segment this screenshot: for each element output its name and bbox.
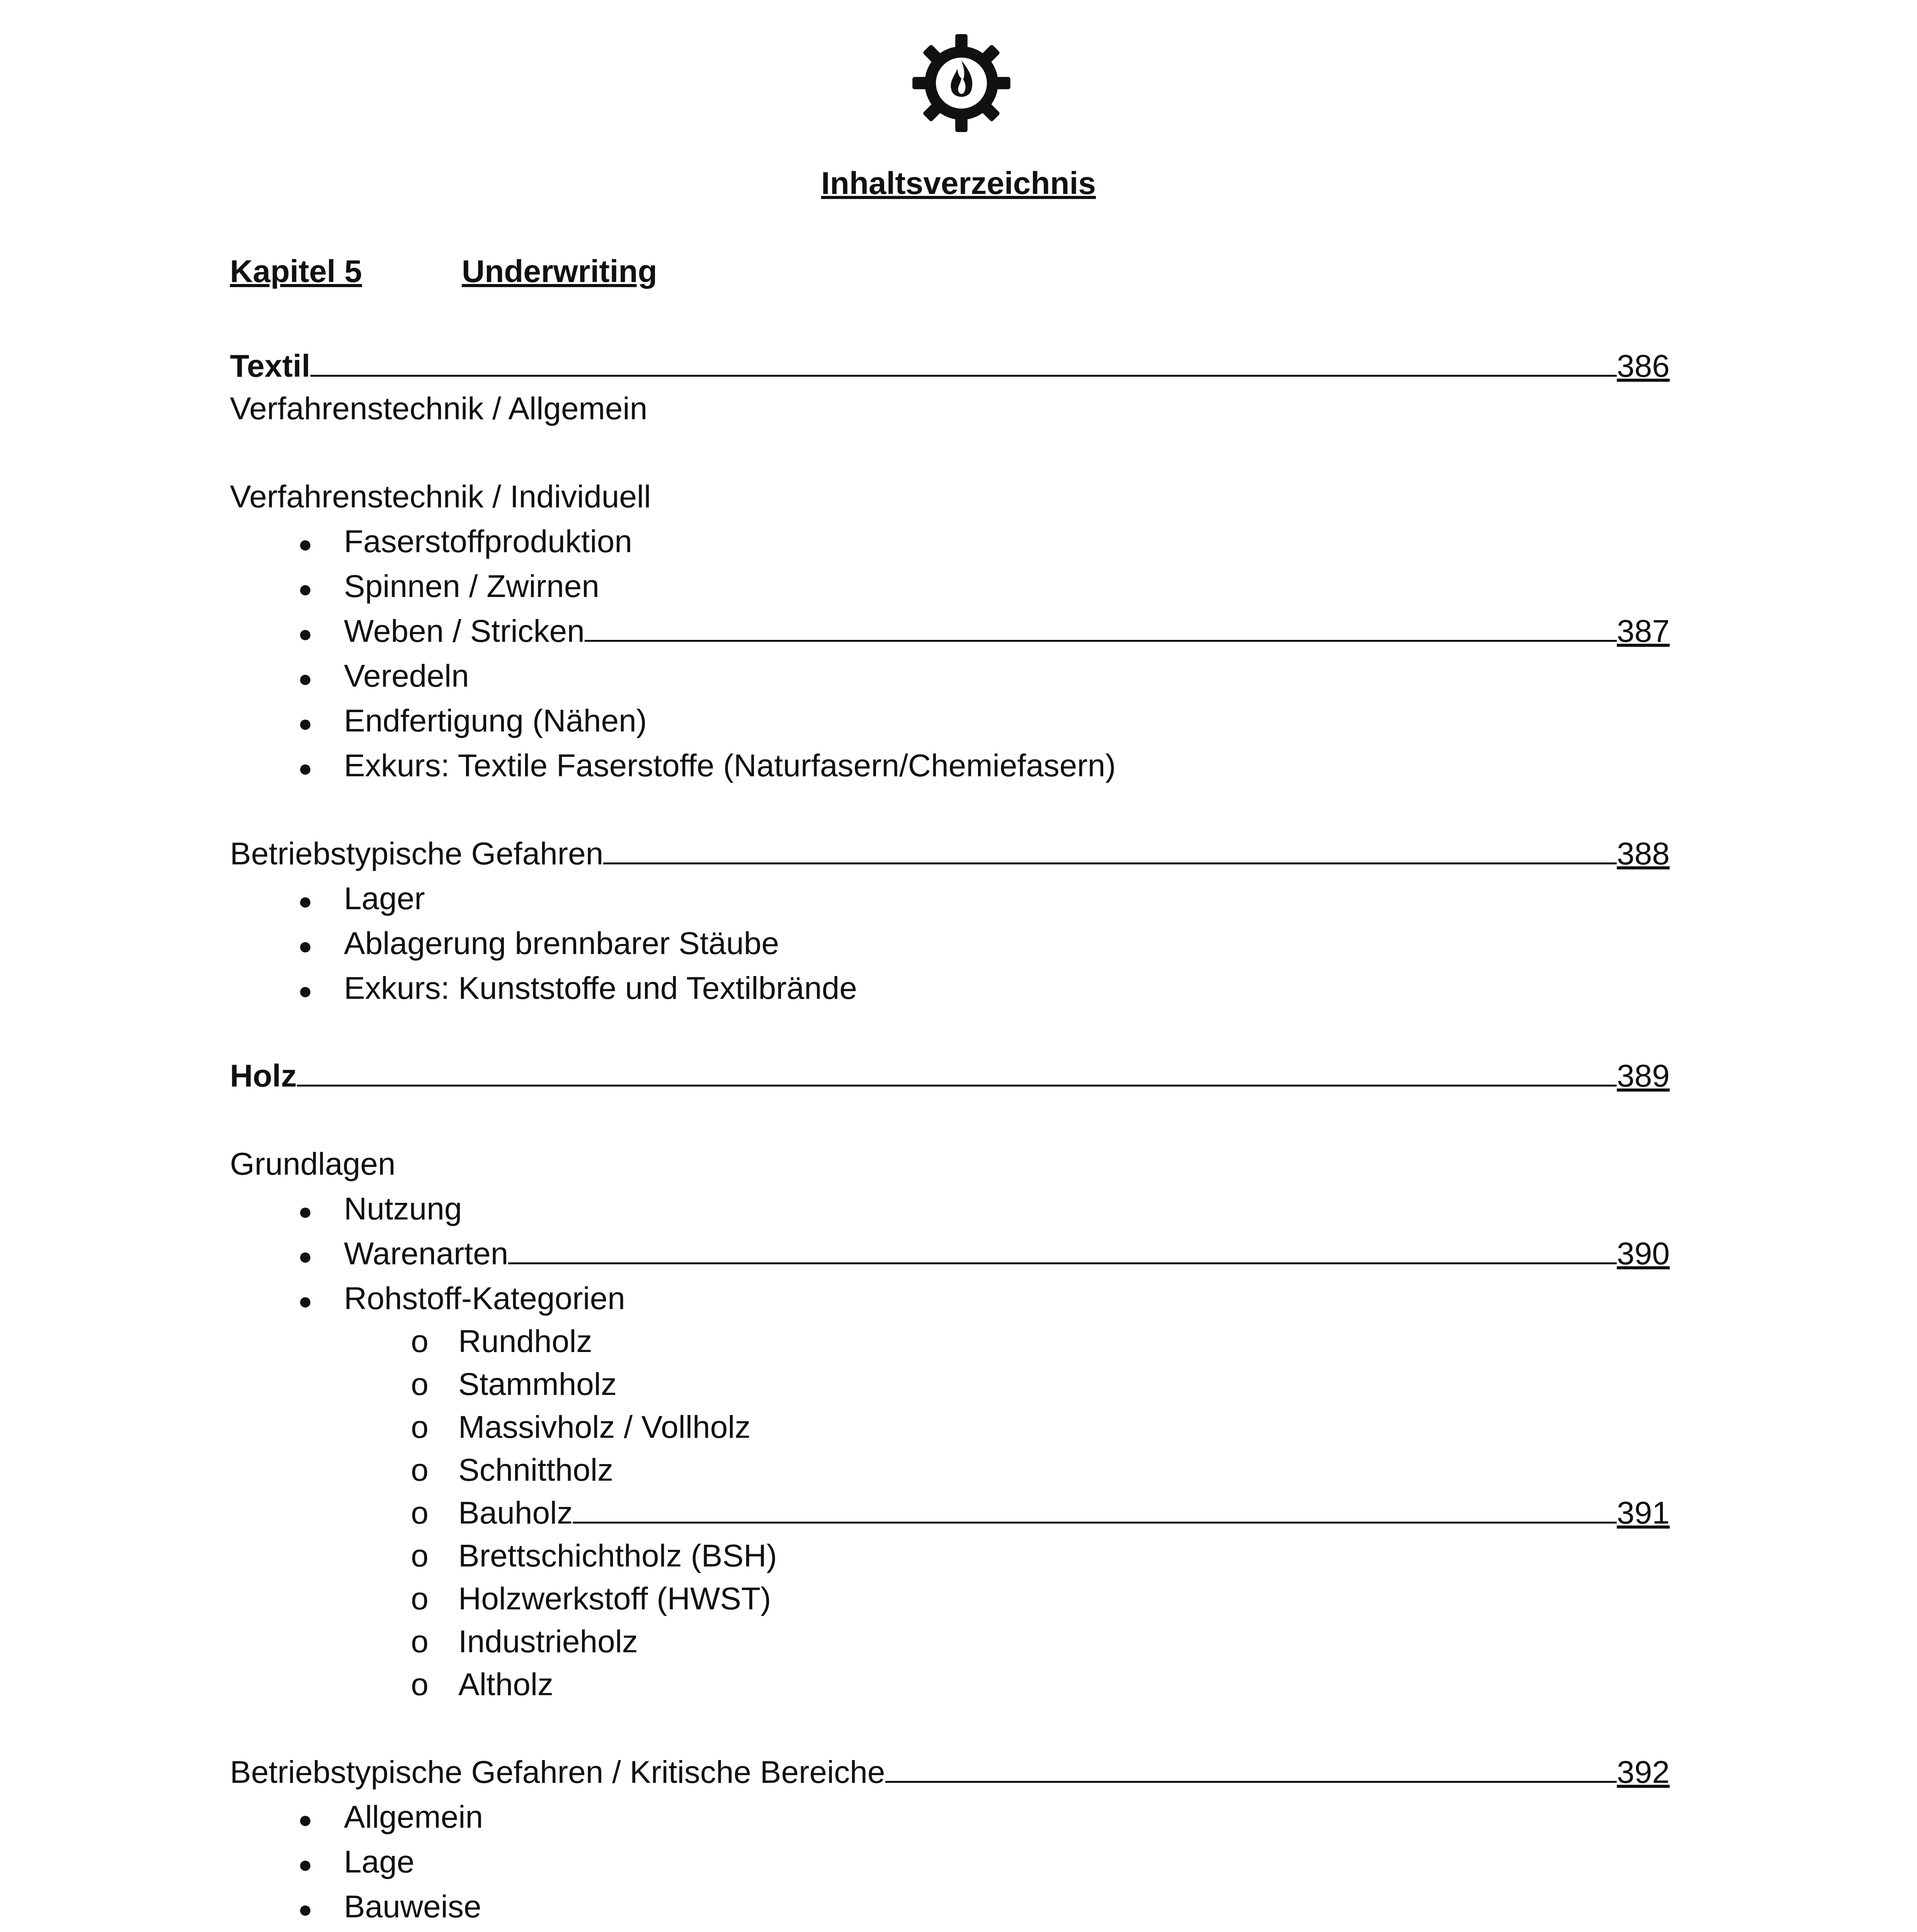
bullet-icon: [290, 745, 321, 790]
chapter-heading: [230, 250, 657, 293]
chapter-name: Underwriting: [462, 254, 657, 289]
toc-entry-label: Holzwerkstoff (HWST): [458, 1581, 771, 1616]
bullet-icon: [290, 655, 321, 700]
toc-entry: [458, 1320, 1670, 1363]
toc-entry-label: Spinnen / Zwirnen: [344, 569, 599, 604]
toc-entry-label: Nutzung: [344, 1191, 462, 1226]
toc-entry: [458, 1535, 1670, 1577]
toc-entry-label: Veredeln: [344, 658, 469, 694]
bullet-icon: [290, 1886, 321, 1931]
toc-entry: [344, 610, 1670, 653]
toc-entry-label: Endfertigung (Nähen): [344, 703, 647, 738]
toc-page-number: 390: [1617, 1236, 1670, 1271]
bullet-icon: [290, 1188, 321, 1233]
toc-page-number: 389: [1617, 1058, 1670, 1094]
toc-entry-label: Industrieholz: [458, 1624, 638, 1659]
toc-entry: [344, 1930, 1670, 1932]
circle-bullet-icon: [404, 1406, 435, 1449]
toc-entry: [344, 967, 1670, 1010]
circle-bullet-icon: [404, 1621, 435, 1663]
toc-entry: [458, 1449, 1670, 1492]
leader-line: [573, 1522, 1617, 1524]
toc-entry: [230, 833, 1670, 875]
toc-entry-label: Ablagerung brennbarer Stäube: [344, 926, 779, 961]
bullet-icon: [290, 1796, 321, 1841]
toc-entry-label: Schnittholz: [458, 1452, 614, 1488]
toc-entry-label: Verfahrenstechnik / Allgemein: [230, 391, 648, 426]
bullet-icon: [290, 610, 321, 655]
gear-flame-logo-icon: [910, 32, 1012, 134]
toc-entry: [344, 922, 1670, 965]
toc-entry: [230, 1055, 1670, 1097]
toc-entry-label: Brettschichtholz (BSH): [458, 1538, 777, 1573]
leader-line: [297, 1085, 1617, 1087]
toc-page-number: 391: [1617, 1495, 1670, 1531]
toc-entry-label: Rundholz: [458, 1324, 592, 1359]
toc-entry: [230, 345, 1670, 388]
circle-bullet-icon: [404, 1320, 435, 1363]
bullet-icon: [290, 1930, 321, 1932]
toc-entry: [344, 1277, 1670, 1320]
toc-entry: [458, 1621, 1670, 1663]
toc-entry-label: Bauholz: [458, 1495, 573, 1531]
toc-entry-label: Altholz: [458, 1667, 554, 1702]
circle-bullet-icon: [404, 1578, 435, 1620]
toc-entry-label: Exkurs: Textile Faserstoffe (Naturfasern/Chemiefasern): [344, 748, 1116, 783]
toc-entry: [344, 655, 1670, 697]
chapter-number: Kapitel 5: [230, 254, 362, 289]
document-title: Inhaltsverzeichnis: [821, 166, 1096, 201]
toc-page-number: 388: [1617, 836, 1670, 871]
toc-entry-label: Lager: [344, 881, 425, 916]
bullet-icon: [290, 922, 321, 968]
toc-page-number: 387: [1617, 614, 1670, 649]
toc-entry: [230, 476, 1670, 518]
leader-line: [585, 640, 1617, 642]
bullet-icon: [290, 1277, 321, 1323]
toc-entry-label: Grundlagen: [230, 1146, 396, 1182]
toc-entry: [230, 1143, 1670, 1185]
toc-entry-label: Stammholz: [458, 1367, 617, 1402]
toc-page-number: 386: [1617, 349, 1670, 384]
toc-entry-label: Massivholz / Vollholz: [458, 1410, 751, 1445]
bullet-icon: [290, 700, 321, 745]
toc-entry: [458, 1363, 1670, 1406]
circle-bullet-icon: [404, 1492, 435, 1534]
toc-entry: [458, 1492, 1670, 1534]
circle-bullet-icon: [404, 1363, 435, 1406]
bullet-icon: [290, 520, 321, 566]
toc-entry: [344, 878, 1670, 920]
toc-entry: [458, 1578, 1670, 1620]
toc-entry: [344, 700, 1670, 742]
toc-entry: [344, 520, 1670, 563]
toc-entry: [458, 1406, 1670, 1449]
toc-entry: [458, 1663, 1670, 1706]
toc-entry-label: Lage: [344, 1844, 415, 1879]
bullet-icon: [290, 565, 321, 611]
toc-entry: [344, 1886, 1670, 1928]
toc-entry-label: Allgemein: [344, 1799, 483, 1835]
toc-entry: [230, 1751, 1670, 1794]
leader-line: [885, 1781, 1617, 1783]
toc-entry: [344, 1841, 1670, 1883]
toc-entry-label: Betriebstypische Gefahren: [230, 836, 604, 871]
toc-entry-label: Bauweise: [344, 1889, 481, 1924]
toc-entry-label: Weben / Stricken: [344, 614, 585, 649]
toc-entry-label: Textil: [230, 349, 311, 384]
circle-bullet-icon: [404, 1663, 435, 1706]
toc-entry-label: Warenarten: [344, 1236, 509, 1271]
toc-entry: [344, 1188, 1670, 1230]
toc-entry: [344, 565, 1670, 608]
circle-bullet-icon: [404, 1449, 435, 1492]
toc-page-number: 392: [1617, 1755, 1670, 1790]
leader-line: [310, 375, 1617, 377]
toc-entry: [344, 745, 1670, 787]
toc-entry: [230, 388, 1670, 430]
bullet-icon: [290, 1841, 321, 1886]
bullet-icon: [290, 1233, 321, 1278]
circle-bullet-icon: [404, 1535, 435, 1577]
leader-line: [603, 862, 1617, 864]
toc-entry-label: [344, 1930, 478, 1932]
toc-entry-label: Betriebstypische Gefahren / Kritische Bereiche: [230, 1755, 885, 1790]
toc-entry-label: Verfahrenstechnik / Individuell: [230, 479, 651, 514]
toc-entry: [344, 1796, 1670, 1838]
toc-entry-label: Faserstoffproduktion: [344, 524, 633, 559]
bullet-icon: [290, 878, 321, 923]
leader-line: [508, 1262, 1617, 1264]
toc-entry: [344, 1233, 1670, 1275]
toc-entry-label: Exkurs: Kunststoffe und Textilbrände: [344, 971, 857, 1006]
toc-entry-label: Rohstoff-Kategorien: [344, 1281, 625, 1316]
bullet-icon: [290, 967, 321, 1012]
toc-entry-label: Holz: [230, 1058, 297, 1094]
